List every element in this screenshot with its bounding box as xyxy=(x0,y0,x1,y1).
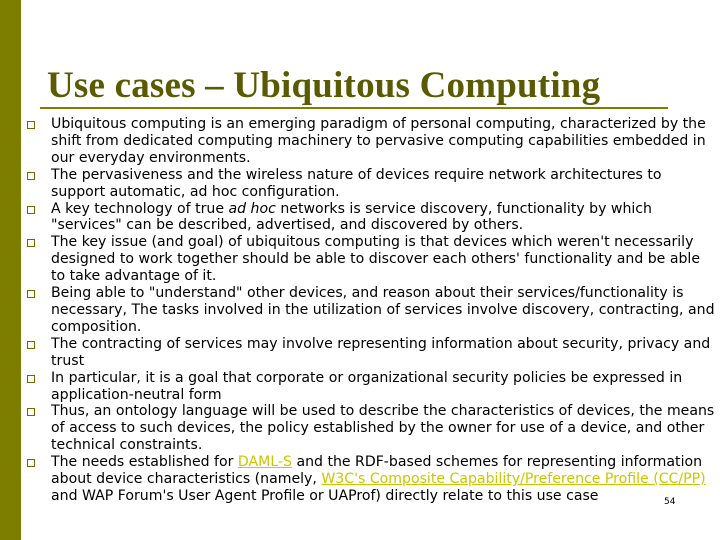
left-accent-bar xyxy=(0,0,21,540)
square-bullet-icon xyxy=(27,206,35,214)
bullet-item xyxy=(25,285,715,336)
bullet-text: The pervasiveness and the wireless nature of devices require network architectures to support automatic, ad hoc configuration. xyxy=(51,166,662,200)
bullet-item xyxy=(25,167,715,201)
daml-s-link[interactable]: DAML-S xyxy=(237,454,292,471)
slide-title: Use cases – Ubiquitous Computing xyxy=(47,65,601,106)
bullet-text: Thus, an ontology language will be used to describe the characteristics of devices, the means of access to such devices, the policy established by the owner for use of a device, and other technical constraints. xyxy=(51,403,715,454)
bullet-item xyxy=(25,234,715,285)
bullet-item xyxy=(25,116,715,167)
bullet-text-part: A key technology of true xyxy=(51,200,229,217)
bullet-text-part: networks is service discovery, functionality by which "services" can be described, advertised, and discovered by others. xyxy=(51,200,652,234)
bullet-item xyxy=(25,201,715,235)
bullet-text-part: and the RDF-based schemes for representing information about device characteristics (namely, xyxy=(51,454,703,488)
square-bullet-icon xyxy=(27,121,35,129)
bullet-item xyxy=(25,403,715,454)
bullet-text: Being able to "understand" other devices, and reason about their services/functionality is necessary, The tasks involved in the utilization of services involve discovery, contracting, and composition. xyxy=(51,285,715,335)
bullet-text: The contracting of services may involve representing information about security, privacy and trust xyxy=(51,335,711,369)
bullet-item xyxy=(25,336,715,370)
bullet-text: Ubiquitous computing is an emerging paradigm of personal computing, characterized by the shift from dedicated computing machinery to pervasive computing capabilities embedded in our everyday environments. xyxy=(51,116,706,166)
bullet-text xyxy=(51,454,706,504)
square-bullet-icon xyxy=(27,290,35,298)
title-underline xyxy=(40,107,668,109)
page-number: 54 xyxy=(664,497,676,507)
bullet-text-part: The needs established for xyxy=(51,454,238,471)
square-bullet-icon xyxy=(27,375,35,383)
square-bullet-icon xyxy=(27,341,35,349)
square-bullet-icon xyxy=(27,239,35,247)
bullet-item xyxy=(25,370,715,404)
bullet-text-italic: ad hoc xyxy=(228,200,276,217)
bullet-text: In particular, it is a goal that corporate or organizational security policies be expressed in application-neutral form xyxy=(51,369,683,403)
bullet-item xyxy=(25,454,715,505)
cc-pp-link[interactable]: W3C's Composite Capability/Preference Profile (CC/PP) xyxy=(321,471,706,488)
square-bullet-icon xyxy=(27,408,35,416)
bullet-text-part: and WAP Forum's User Agent Profile or UAProf) directly relate to this use case xyxy=(51,487,599,504)
bullet-text xyxy=(51,201,652,234)
bullet-text: The key issue (and goal) of ubiquitous computing is that devices which weren't necessarily designed to work together should be able to discover each others' functionality and be able to take advantage of it. xyxy=(51,234,701,285)
bullet-list xyxy=(25,116,715,505)
square-bullet-icon xyxy=(27,172,35,180)
square-bullet-icon xyxy=(27,459,35,467)
